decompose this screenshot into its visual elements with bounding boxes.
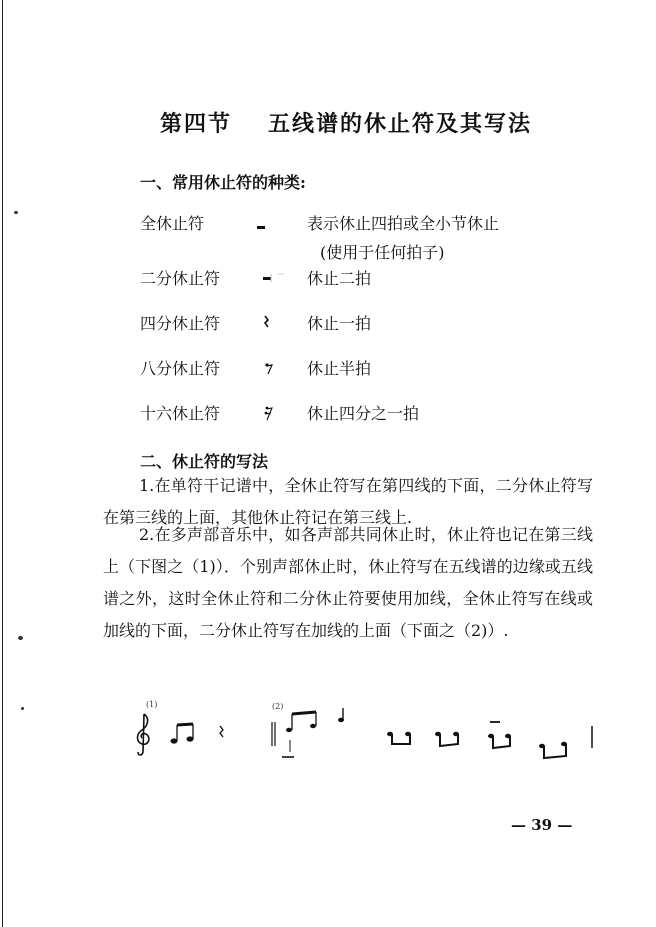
paragraph-2 — [103, 519, 593, 647]
figure-label-2: (2) — [272, 702, 284, 711]
rest-note-whole: (使用于任何拍子) — [320, 243, 445, 262]
quarter-rest-figure-icon — [220, 726, 223, 737]
scan-speck — [14, 211, 18, 214]
rest-name-quarter: 四分休止符 — [140, 314, 221, 333]
half-rest-icon — [262, 270, 286, 286]
rest-desc-half: 休止二拍 — [307, 269, 372, 288]
page-edge — [2, 0, 3, 927]
rest-name-sixteenth: 十六休止符 — [140, 404, 221, 423]
rest-name-eighth: 八分休止符 — [140, 359, 221, 378]
rest-name-half: 二分休止符 — [140, 269, 221, 288]
sixteenth-rest-icon — [264, 404, 274, 422]
part1-heading: 一、常用休止符的种类: — [140, 173, 306, 192]
beamed-notes-1 — [171, 724, 194, 744]
page-number: — 39 — — [511, 816, 573, 834]
section-title — [160, 107, 532, 138]
rest-desc-sixteenth: 休止四分之一拍 — [307, 404, 420, 423]
scan-speck — [18, 636, 23, 640]
figure-label-1: (1) — [146, 700, 158, 709]
rest-desc-eighth: 休止半拍 — [307, 359, 372, 378]
quarter-rest-icon — [262, 314, 272, 330]
whole-rest-icon — [255, 220, 269, 232]
paragraph-1-text: 1.在单符干记谱中，全休止符写在第四线的下面，二分休止符写在第三线的上面，其他休止符记在第三线上. — [103, 476, 593, 527]
eighth-rest-icon — [264, 360, 274, 376]
rest-desc-quarter: 休止一拍 — [307, 314, 372, 333]
part2-heading: 二、休止符的写法 — [140, 452, 269, 471]
beamed-notes-2 — [272, 708, 344, 757]
section-heading: 五线谱的休止符及其写法 — [268, 111, 533, 137]
paragraph-2-text: 2.在多声部音乐中，如各声部共同休止时，休止符也记在第三线上（下图之（1)）．个别声部休止时，休止符写在五线谱的边缘或五线谱之外，这时全休止符和二分休止符要使用加线，全休止符写在线或加线的下面，二分休止符写在加线的上面（下面之（2)）. — [103, 525, 593, 640]
rest-name-whole: 全休止符 — [140, 214, 205, 233]
treble-clef-icon — [138, 714, 149, 755]
scan-speck — [21, 707, 24, 710]
beamed-notes-3 — [387, 722, 592, 758]
rest-desc-whole: 表示休止四拍或全小节休止 — [307, 214, 500, 233]
music-example-figure — [130, 700, 600, 770]
section-number: 第四节 — [160, 111, 233, 137]
